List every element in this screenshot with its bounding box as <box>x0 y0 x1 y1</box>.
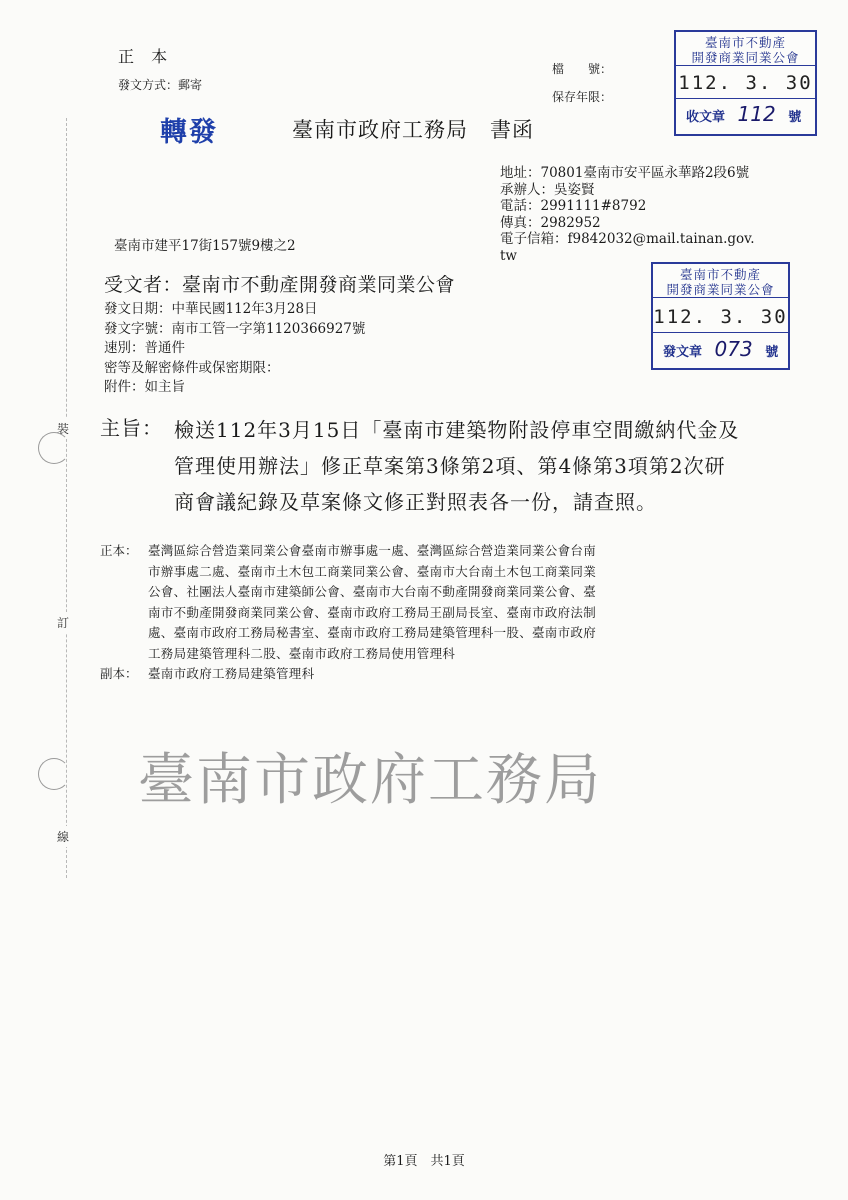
distribution-line: 南市不動產開發商業同業公會、臺南市政府工務局王副局長室、臺南市政府法制 <box>148 604 597 620</box>
distribution-main-label: 正本： <box>100 543 138 558</box>
distribution-line: 公會、社團法人臺南市建築師公會、臺南市大台南不動產開發商業同業公會、臺 <box>148 584 597 599</box>
received-stamp-org1: 臺南市不動產 <box>704 35 786 50</box>
sent-stamp <box>651 262 790 370</box>
recipient: 受文者：臺南市不動產開發商業同業公會 <box>104 274 456 296</box>
subject-line-3: 商會議紀錄及草案條文修正對照表各一份，請查照。 <box>174 490 657 514</box>
received-stamp-date: 112. 3. 30 <box>678 72 813 94</box>
retention-label: 保存年限： <box>552 90 613 104</box>
secrecy: 密等及解密條件或保密期限： <box>104 359 280 376</box>
agency-title: 臺南市政府工務局 書函 <box>292 118 534 142</box>
official-seal: 臺南市政府工務局 <box>138 748 602 813</box>
sent-stamp-date: 112. 3. 30 <box>653 306 788 328</box>
punch-hole-bottom <box>38 758 70 790</box>
contact-address: 地址：70801臺南市安平區永華路2段6號 <box>500 165 750 181</box>
issue-number: 發文字號：南市工管一字第1120366927號 <box>104 320 366 337</box>
subject-line-2: 管理使用辦法」修正草案第3條第2項、第4條第3項第2次研 <box>174 454 726 478</box>
issue-date: 發文日期：中華民國112年3月28日 <box>104 301 318 317</box>
speed: 速別：普通件 <box>104 340 185 356</box>
attachment: 附件：如主旨 <box>104 379 185 395</box>
file-no-label: 檔 號： <box>552 62 613 76</box>
contact-email-cont: tw <box>500 247 517 264</box>
received-stamp-label: 收文章 <box>686 110 726 125</box>
distribution-copy-text: 臺南市政府工務局建築管理科 <box>148 666 315 681</box>
page-footer: 第1頁 共1頁 <box>383 1154 465 1169</box>
recipient-address: 臺南市建平17街157號9樓之2 <box>114 238 296 254</box>
binding-mark-xian: 線 <box>57 826 69 847</box>
distribution-main-list <box>148 541 778 664</box>
distribution-copy-label: 副本： <box>100 666 138 681</box>
forward-mark: 轉發 <box>160 117 218 148</box>
sent-stamp-org2: 開發商業同業公會 <box>666 282 775 297</box>
delivery-method: 發文方式：郵寄 <box>118 78 203 92</box>
contact-fax: 傳真：2982952 <box>500 214 601 231</box>
sent-stamp-suffix: 號 <box>765 345 779 360</box>
binding-mark-zhuang: 裝 <box>57 418 69 439</box>
received-stamp-number: 112 <box>737 102 776 126</box>
subject-body <box>174 412 784 520</box>
binding-mark-ding: 訂 <box>57 612 69 633</box>
contact-handler: 承辦人：吳姿賢 <box>500 181 595 198</box>
sent-stamp-number: 073 <box>714 337 753 361</box>
contact-phone: 電話：2991111#8792 <box>500 198 647 214</box>
received-stamp <box>674 30 817 136</box>
distribution-line: 臺灣區綜合營造業同業公會臺南市辦事處一處、臺灣區綜合營造業同業公會台南 <box>148 543 597 558</box>
sent-stamp-label: 發文章 <box>663 345 703 360</box>
sent-stamp-org1: 臺南市不動產 <box>679 267 761 282</box>
received-stamp-org2: 開發商業同業公會 <box>691 50 800 65</box>
copy-type: 正 本 <box>118 47 174 66</box>
meta-block <box>104 300 365 398</box>
received-stamp-suffix: 號 <box>788 110 802 125</box>
subject-line-1: 檢送112年3月15日「臺南市建築物附設停車空間繳納代金及 <box>174 418 740 442</box>
contact-email: 電子信箱：f9842032@mail.tainan.gov. <box>500 231 755 247</box>
distribution-line: 處、臺南市政府工務局秘書室、臺南市政府工務局建築管理科一股、臺南市政府 <box>148 625 597 640</box>
punch-hole-top <box>38 432 70 464</box>
distribution-line: 工務局建築管理科二股、臺南市政府工務局使用管理科 <box>148 645 456 661</box>
contact-block <box>500 165 755 264</box>
distribution-line: 市辦事處二處、臺南市土木包工商業同業公會、臺南市大台南土木包工商業同業 <box>148 563 597 579</box>
subject-label: 主旨： <box>100 416 163 440</box>
